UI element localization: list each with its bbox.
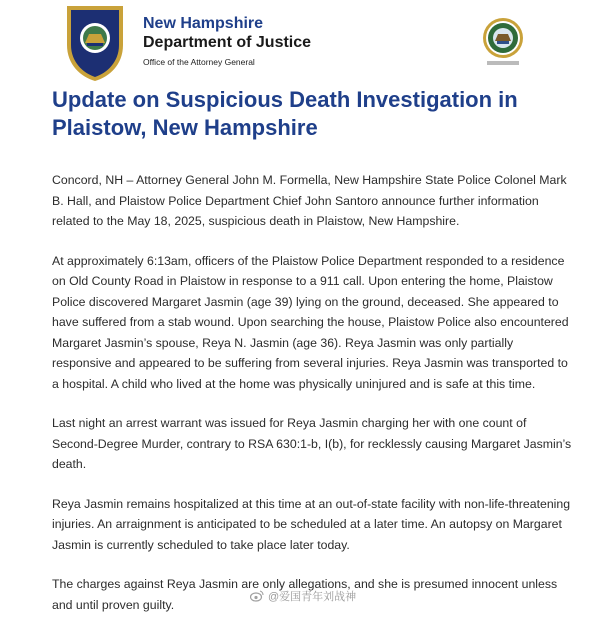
paragraph-incident: At approximately 6:13am, officers of the Plaistow Police Department responded to a residence on Old County Road in Plaistow in response to a 911 call. Upon entering the home, Plaistow Police discovered Margaret Jasmin (age 39) lying on the ground, deceased. She appeared to have suffered from a stab wound. Upon searching the house, Plaistow Police also encountered Margaret Jasmin’s spouse, Reya N. Jasmin (age 36). Reya Jasmin was only partially responsive and appeared to be suffering from several injuries. Reya Jasmin was transported to a hospital. A child who lived at the home was physically uninjured and is safe at this time.	[52, 253, 569, 391]
state-seal-logo	[481, 16, 525, 68]
watermark-text: @爱国青年刘战神	[268, 591, 357, 603]
weibo-icon	[250, 590, 264, 602]
agency-office: Office of the Attorney General	[143, 57, 255, 67]
paragraph-status: Reya Jasmin remains hospitalized at this time at an out-of-state facility with non-life-threatening injuries. An arraignment is anticipated to be scheduled at a later time. An autopsy on Margaret Jasmin is currently scheduled to take place later today.	[52, 496, 571, 552]
article-body	[52, 170, 572, 634]
agency-state: New Hampshire	[143, 15, 264, 32]
weibo-watermark	[250, 588, 356, 604]
paragraph-disclaimer: The charges against Reya Jasmin are only allegations, and she is presumed innocent unless and until proven guilty.	[52, 577, 558, 612]
page-header	[0, 0, 600, 90]
paragraph-intro: Concord, NH – Attorney General John M. Formella, New Hampshire State Police Colonel Mark B. Hall, and Plaistow Police Department Chief John Santoro announce further information related to the May 18, 2025, suspicious death in Plaistow, New Hampshire.	[52, 173, 567, 228]
page-title: Update on Suspicious Death Investigation in Plaistow, New Hampshire	[52, 87, 518, 140]
agency-name: Department of Justice	[143, 34, 312, 51]
paragraph-arrest-warrant: Last night an arrest warrant was issued for Reya Jasmin charging her with one count of Second-Degree Murder, contrary to RSA 630:1-b, I(b), for recklessly causing Margaret Jasmin’s death.	[52, 416, 572, 471]
agency-block	[143, 14, 311, 68]
doj-badge-logo	[63, 3, 127, 83]
